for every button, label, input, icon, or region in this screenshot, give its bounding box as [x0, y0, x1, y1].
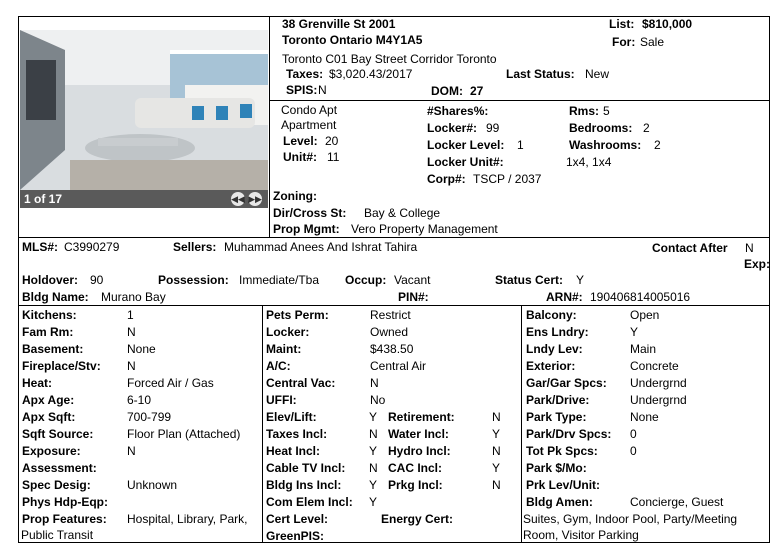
cross-street-label: Dir/Cross St:: [273, 206, 347, 220]
col1-value: 1: [127, 308, 134, 322]
col2-pair-value: N: [492, 478, 501, 492]
unit-label: Unit#:: [283, 150, 317, 164]
prop-mgmt-value: Vero Property Management: [351, 222, 498, 236]
col1-label: Apx Sqft:: [22, 410, 76, 424]
col2-label: A/C:: [266, 359, 291, 373]
next-photo-icon[interactable]: ▶▶: [248, 194, 262, 204]
arn-value: 190406814005016: [590, 290, 691, 304]
col3-label: Balcony:: [526, 308, 577, 322]
rooms-label: Rms:: [569, 104, 600, 118]
col2-pair-label: Prkg Incl:: [388, 478, 443, 492]
contact-after-value: N: [745, 241, 754, 255]
col3-value: Main: [630, 342, 657, 356]
divider-listing: [18, 305, 770, 306]
sellers-label: Sellers:: [173, 240, 217, 254]
col3-label: Lndy Lev:: [526, 342, 583, 356]
rooms-value: 5: [603, 104, 610, 118]
unit-value: 11: [327, 150, 340, 164]
status-cert-value: Y: [576, 273, 585, 287]
locker-level-value: 1: [517, 138, 524, 152]
col2-pair-label: Cable TV Incl:: [266, 461, 346, 475]
mls-value: C3990279: [64, 240, 120, 254]
col1-label: Spec Desig:: [22, 478, 91, 492]
col2-pair-value: N: [369, 427, 378, 441]
col2-pair-label: CAC Incl:: [388, 461, 442, 475]
taxes-label: Taxes:: [286, 67, 324, 81]
arn-label: ARN#:: [546, 290, 583, 304]
bldg-amen-line3: Room, Visitor Parking: [523, 528, 639, 542]
washrooms-detail: 1x4, 1x4: [566, 155, 612, 169]
corp-label: Corp#:: [427, 172, 466, 186]
divider-col2: [262, 305, 263, 543]
possession-value: Immediate/Tba: [239, 273, 320, 287]
energy-cert-label: Energy Cert:: [381, 512, 454, 526]
col1-value: Unknown: [127, 478, 178, 492]
photo-counter: 1 of 17: [24, 192, 63, 206]
last-status-value: New: [585, 67, 610, 81]
locker-no-value: 99: [486, 121, 500, 135]
col3-label: Ens Lndry:: [526, 325, 589, 339]
col3-label: Gar/Gar Spcs:: [526, 376, 607, 390]
col2-value: Restrict: [370, 308, 411, 322]
col2-value: N: [370, 376, 379, 390]
col2-pair-value: Y: [492, 461, 501, 475]
bedrooms-value: 2: [643, 121, 650, 135]
col2-pair-label: Bldg Ins Incl:: [266, 478, 342, 492]
col1-label: Fireplace/Stv:: [22, 359, 101, 373]
col2-value: No: [370, 393, 386, 407]
locker-no-label: Locker#:: [427, 121, 478, 135]
possession-label: Possession:: [158, 273, 229, 287]
bedrooms-label: Bedrooms:: [569, 121, 633, 135]
col3-value: Undergrnd: [630, 393, 687, 407]
col2-pair-value: N: [492, 410, 501, 424]
col1-label: Assessment:: [22, 461, 97, 475]
col3-value: Concrete: [630, 359, 679, 373]
col3-label: Tot Pk Spcs:: [526, 444, 598, 458]
spis-label: SPIS:: [286, 83, 318, 97]
greenpis-label: GreenPIS:: [266, 529, 325, 543]
washrooms-label: Washrooms:: [569, 138, 642, 152]
col3-label: Park/Drive:: [526, 393, 590, 407]
cert-level-label: Cert Level:: [266, 512, 329, 526]
col2-pair-label: Elev/Lift:: [266, 410, 317, 424]
com-elem-label: Com Elem Incl:: [266, 495, 353, 509]
prop-features-label: Prop Features:: [22, 512, 107, 526]
col3-value: Undergrnd: [630, 376, 687, 390]
col1-value: Floor Plan (Attached): [127, 427, 241, 441]
col1-label: Apx Age:: [22, 393, 75, 407]
for-label: For:: [612, 35, 636, 49]
col2-pair-label: Heat Incl:: [266, 444, 321, 458]
divider-header: [270, 100, 770, 101]
divider-col3: [521, 305, 522, 543]
col1-value: Forced Air / Gas: [127, 376, 214, 390]
status-cert-label: Status Cert:: [495, 273, 564, 287]
listing-photo[interactable]: [20, 30, 268, 190]
exp-label: Exp:: [744, 257, 771, 271]
dom-label: DOM:: [431, 84, 463, 98]
last-status-label: Last Status:: [506, 67, 575, 81]
col3-label: Prk Lev/Unit:: [526, 478, 601, 492]
col1-label: Exposure:: [22, 444, 81, 458]
col1-value: N: [127, 325, 136, 339]
col1-value: N: [127, 359, 136, 373]
occup-label: Occup:: [345, 273, 387, 287]
col2-pair-value: Y: [369, 410, 378, 424]
col2-pair-value: Y: [369, 444, 378, 458]
col3-value: Open: [630, 308, 660, 322]
taxes-value: $3,020.43/2017: [329, 67, 413, 81]
col3-value: Y: [630, 325, 639, 339]
pin-label: PIN#:: [398, 290, 429, 304]
list-price-value: $810,000: [642, 17, 693, 31]
col3-label: Park Type:: [526, 410, 587, 424]
bldg-amen-label: Bldg Amen:: [526, 495, 593, 509]
occup-value: Vacant: [394, 273, 431, 287]
holdover-value: 90: [90, 273, 104, 287]
sellers-value: Muhammad Anees And Ishrat Tahira: [224, 240, 418, 254]
col2-label: Locker:: [266, 325, 310, 339]
col2-value: $438.50: [370, 342, 414, 356]
holdover-label: Holdover:: [22, 273, 79, 287]
col2-pair-value: N: [492, 444, 501, 458]
divider-details: [18, 237, 770, 238]
col1-value: None: [127, 342, 156, 356]
col2-pair-label: Taxes Incl:: [266, 427, 328, 441]
col2-pair-label: Retirement:: [388, 410, 455, 424]
col2-label: UFFI:: [266, 393, 297, 407]
border-right: [769, 16, 770, 543]
prop-features-line1: Hospital, Library, Park,: [127, 512, 248, 526]
corp-value: TSCP / 2037: [473, 172, 542, 186]
col1-label: Phys Hdp-Eqp:: [22, 495, 108, 509]
col3-value: None: [630, 410, 659, 424]
prop-mgmt-label: Prop Mgmt:: [273, 222, 340, 236]
col2-pair-value: Y: [492, 427, 501, 441]
level-value: 20: [325, 134, 339, 148]
col2-pair-label: Hydro Incl:: [388, 444, 451, 458]
locker-unit-label: Locker Unit#:: [427, 155, 504, 169]
col2-pair-label: Water Incl:: [388, 427, 449, 441]
bldg-name-label: Bldg Name:: [22, 290, 89, 304]
washrooms-value: 2: [654, 138, 661, 152]
photo-nav-bar: [20, 190, 268, 208]
col2-pair-value: Y: [369, 478, 378, 492]
col1-value: N: [127, 444, 136, 458]
living-room-photo: [20, 30, 268, 190]
bldg-name-value: Murano Bay: [101, 290, 166, 304]
property-type: Condo Apt: [281, 103, 338, 117]
divider-photo: [269, 16, 270, 238]
col1-label: Sqft Source:: [22, 427, 94, 441]
col1-label: Fam Rm:: [22, 325, 74, 339]
col2-value: Owned: [370, 325, 409, 339]
bldg-amen-line2: Suites, Gym, Indoor Pool, Party/Meeting: [523, 512, 738, 526]
col2-pair-value: N: [369, 461, 378, 475]
col1-label: Kitchens:: [22, 308, 77, 322]
cross-street-value: Bay & College: [364, 206, 441, 220]
zoning-label: Zoning:: [273, 189, 317, 203]
city-line: Toronto Ontario M4Y1A5: [282, 33, 423, 47]
col2-label: Central Vac:: [266, 376, 336, 390]
property-style: Apartment: [281, 118, 337, 132]
prop-features-line2: Public Transit: [21, 528, 94, 542]
area-line: Toronto C01 Bay Street Corridor Toronto: [282, 52, 497, 66]
col1-label: Heat:: [22, 376, 53, 390]
com-elem-value: Y: [369, 495, 378, 509]
col2-label: Pets Perm:: [266, 308, 329, 322]
mls-label: MLS#:: [22, 240, 58, 254]
col3-value: 0: [630, 427, 637, 441]
previous-photo-icon[interactable]: ◀◀: [231, 194, 245, 204]
col3-label: Park $/Mo:: [526, 461, 587, 475]
col1-label: Basement:: [22, 342, 84, 356]
spis-value: N: [318, 83, 327, 97]
col3-label: Exterior:: [526, 359, 576, 373]
for-value: Sale: [640, 35, 665, 49]
bldg-amen-line1: Concierge, Guest: [630, 495, 724, 509]
locker-level-label: Locker Level:: [427, 138, 505, 152]
level-label: Level:: [283, 134, 318, 148]
col2-value: Central Air: [370, 359, 427, 373]
border-left: [18, 16, 19, 543]
col1-value: 6-10: [127, 393, 152, 407]
contact-after-label: Contact After: [652, 241, 728, 255]
list-price-label: List:: [609, 17, 635, 31]
col2-label: Maint:: [266, 342, 302, 356]
col3-value: 0: [630, 444, 637, 458]
shares-label: #Shares%:: [427, 104, 489, 118]
border-bottom: [18, 542, 770, 543]
col1-value: 700-799: [127, 410, 172, 424]
address-line: 38 Grenville St 2001: [282, 17, 396, 31]
dom-value: 27: [470, 84, 484, 98]
col3-label: Park/Drv Spcs:: [526, 427, 612, 441]
